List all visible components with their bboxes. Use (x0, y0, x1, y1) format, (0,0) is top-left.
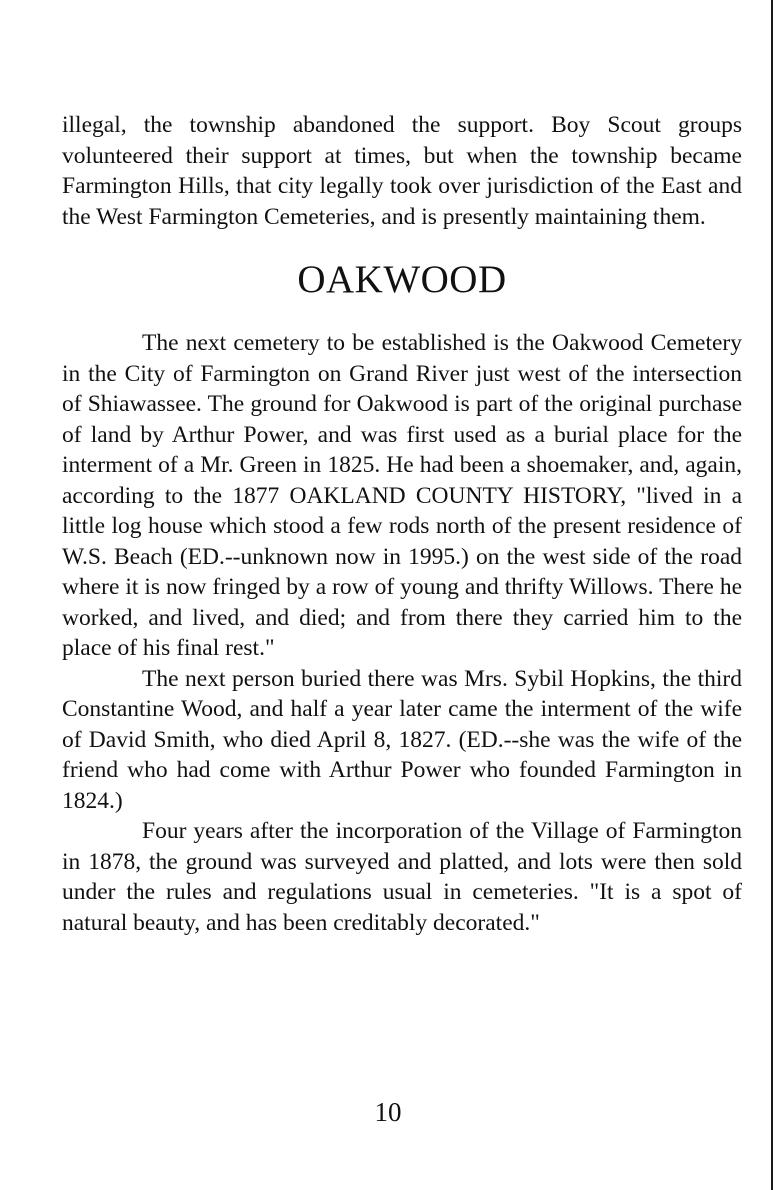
paragraph-next-burials: The next person buried there was Mrs. Sybil Hopkins, the third Constantine Wood, and half a year later came the interment of the wife of David Smith, who died April 8, 1827. (ED.--she was the wife of the friend who had come with Arthur Power who founded Farmington in 1824.) (62, 665, 742, 814)
paragraph-oakwood-origin: The next cemetery to be established is the Oakwood Cemetery in the City of Farmington on Grand River just west of the intersection of Shiawassee. The ground for Oakwood is part of the original purchase of land by Arthur Power, and was first used as a burial place for the interment of a Mr. Green in 1825. He had been a shoemaker, and, again, according to the 1877 OAKLAND COUNTY HISTORY, "lived in a little log house which stood a few rods north of the present residence of W.S. Beach (ED.--unknown now in 1995.) on the west side of the road where it is now fringed by a row of young and thrifty Willows. There he worked, and lived, and died; and from there they carried him to the place of his final rest." (62, 330, 742, 661)
paragraph-survey: Four years after the incorporation of the Village of Farmington in 1878, the ground was surveyed and platted, and lots were then sold under the rules and regulations usual in cemeteries. "It is a spot of natural beauty, and has been creditably decorated." (62, 818, 742, 936)
intro-paragraph: illegal, the township abandoned the support. Boy Scout groups volunteered their support at times, but when the township became Farmington Hills, that city legally took over jurisdiction of the East and the West Farmington Cemeteries, and is presently maintaining them. (62, 112, 742, 230)
page-number: 10 (374, 1097, 402, 1127)
section-heading: OAKWOOD (297, 258, 507, 301)
body-text (62, 110, 742, 938)
page-edge-line (771, 0, 773, 1190)
